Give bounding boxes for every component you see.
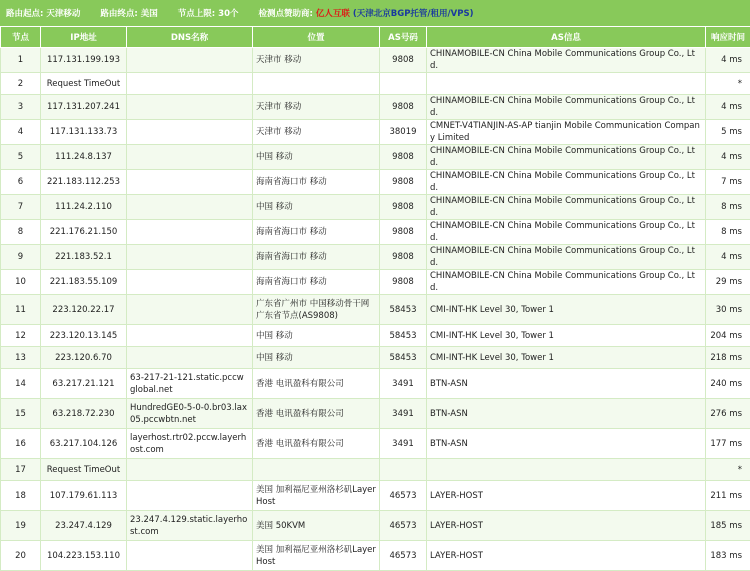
- dns-cell: [127, 481, 253, 511]
- col-header-ip: IP地址: [41, 27, 127, 48]
- hop-cell: 7: [1, 195, 41, 220]
- location-cell: [253, 73, 380, 95]
- trace-info-bar: [0, 0, 750, 26]
- asinfo-cell: CHINAMOBILE-CN China Mobile Communications Group Co., Ltd.: [427, 48, 706, 73]
- hop-cell: 18: [1, 481, 41, 511]
- asn-cell: 9808: [380, 48, 427, 73]
- asinfo-cell: CMI-INT-HK Level 30, Tower 1: [427, 325, 706, 347]
- time-cell: 211 ms: [706, 481, 750, 511]
- time-cell: 8 ms: [706, 220, 750, 245]
- time-cell: *: [706, 73, 750, 95]
- hop-cell: 13: [1, 347, 41, 369]
- ip-cell: 221.183.112.253: [41, 170, 127, 195]
- asinfo-cell: CMI-INT-HK Level 30, Tower 1: [427, 295, 706, 325]
- dns-cell: 63-217-21-121.static.pccwglobal.net: [127, 369, 253, 399]
- ip-cell: 117.131.133.73: [41, 120, 127, 145]
- sponsor-info: 检测点赞助商: 亿人互联 (天津北京BGP托管/租用/VPS): [259, 7, 474, 19]
- table-row: [1, 245, 750, 270]
- table-row: [1, 48, 750, 73]
- hop-cell: 10: [1, 270, 41, 295]
- time-cell: 204 ms: [706, 325, 750, 347]
- dns-cell: [127, 95, 253, 120]
- location-cell: 美国 加利福尼亚州洛杉矶LayerHost: [253, 481, 380, 511]
- ip-cell: 221.176.21.150: [41, 220, 127, 245]
- table-row: [1, 220, 750, 245]
- table-header-row: [1, 27, 750, 48]
- col-header-dns: DNS名称: [127, 27, 253, 48]
- location-cell: [253, 459, 380, 481]
- dns-cell: [127, 270, 253, 295]
- table-row: [1, 270, 750, 295]
- table-row: [1, 459, 750, 481]
- asn-cell: 9808: [380, 195, 427, 220]
- location-cell: 香港 电讯盈科有限公司: [253, 369, 380, 399]
- asn-cell: 9808: [380, 220, 427, 245]
- hop-cell: 14: [1, 369, 41, 399]
- table-row: [1, 120, 750, 145]
- col-header-location: 位置: [253, 27, 380, 48]
- asn-cell: 46573: [380, 541, 427, 571]
- route-destination: 路由终点: 美国: [100, 7, 157, 19]
- time-cell: 7 ms: [706, 170, 750, 195]
- location-cell: 海南省海口市 移动: [253, 170, 380, 195]
- dns-cell: [127, 48, 253, 73]
- hop-cell: 5: [1, 145, 41, 170]
- traceroute-table: [0, 26, 750, 571]
- table-row: [1, 369, 750, 399]
- dns-cell: [127, 295, 253, 325]
- location-cell: 美国 50KVM: [253, 511, 380, 541]
- location-cell: 广东省广州市 中国移动骨干网广东省节点(AS9808): [253, 295, 380, 325]
- dns-cell: [127, 73, 253, 95]
- location-cell: 海南省海口市 移动: [253, 245, 380, 270]
- time-cell: 240 ms: [706, 369, 750, 399]
- time-cell: 276 ms: [706, 399, 750, 429]
- location-cell: 海南省海口市 移动: [253, 270, 380, 295]
- col-header-asinfo: AS信息: [427, 27, 706, 48]
- dns-cell: [127, 541, 253, 571]
- dns-cell: [127, 145, 253, 170]
- hop-cell: 16: [1, 429, 41, 459]
- ip-cell: 111.24.8.137: [41, 145, 127, 170]
- time-cell: 4 ms: [706, 145, 750, 170]
- asn-cell: 46573: [380, 511, 427, 541]
- col-header-time: 响应时间: [706, 27, 750, 48]
- hop-cell: 19: [1, 511, 41, 541]
- asinfo-cell: [427, 73, 706, 95]
- ip-cell: 223.120.6.70: [41, 347, 127, 369]
- hop-cell: 17: [1, 459, 41, 481]
- hop-cell: 20: [1, 541, 41, 571]
- asn-cell: 3491: [380, 429, 427, 459]
- location-cell: 中国 移动: [253, 195, 380, 220]
- time-cell: 185 ms: [706, 511, 750, 541]
- table-row: [1, 73, 750, 95]
- ip-cell: Request TimeOut: [41, 73, 127, 95]
- hop-cell: 6: [1, 170, 41, 195]
- ip-cell: 117.131.207.241: [41, 95, 127, 120]
- ip-cell: 111.24.2.110: [41, 195, 127, 220]
- ip-cell: 104.223.153.110: [41, 541, 127, 571]
- asn-cell: 9808: [380, 170, 427, 195]
- asinfo-cell: BTN-ASN: [427, 399, 706, 429]
- asinfo-cell: LAYER-HOST: [427, 541, 706, 571]
- asinfo-cell: CHINAMOBILE-CN China Mobile Communications Group Co., Ltd.: [427, 170, 706, 195]
- location-cell: 中国 移动: [253, 347, 380, 369]
- time-cell: 4 ms: [706, 95, 750, 120]
- table-row: [1, 95, 750, 120]
- location-cell: 香港 电讯盈科有限公司: [253, 399, 380, 429]
- asinfo-cell: CHINAMOBILE-CN China Mobile Communications Group Co., Ltd.: [427, 145, 706, 170]
- ip-cell: 23.247.4.129: [41, 511, 127, 541]
- ip-cell: 223.120.13.145: [41, 325, 127, 347]
- time-cell: 4 ms: [706, 245, 750, 270]
- asinfo-cell: CHINAMOBILE-CN China Mobile Communications Group Co., Ltd.: [427, 245, 706, 270]
- time-cell: *: [706, 459, 750, 481]
- ip-cell: 221.183.55.109: [41, 270, 127, 295]
- asinfo-cell: CHINAMOBILE-CN China Mobile Communications Group Co., Ltd.: [427, 270, 706, 295]
- location-cell: 中国 移动: [253, 145, 380, 170]
- asinfo-cell: LAYER-HOST: [427, 481, 706, 511]
- col-header-asn: AS号码: [380, 27, 427, 48]
- location-cell: 天津市 移动: [253, 48, 380, 73]
- time-cell: 4 ms: [706, 48, 750, 73]
- table-row: [1, 347, 750, 369]
- asinfo-cell: BTN-ASN: [427, 429, 706, 459]
- table-row: [1, 325, 750, 347]
- ip-cell: 223.120.22.17: [41, 295, 127, 325]
- dns-cell: [127, 170, 253, 195]
- asinfo-cell: CMI-INT-HK Level 30, Tower 1: [427, 347, 706, 369]
- hop-cell: 12: [1, 325, 41, 347]
- location-cell: 中国 移动: [253, 325, 380, 347]
- location-cell: 天津市 移动: [253, 120, 380, 145]
- table-row: [1, 145, 750, 170]
- asinfo-cell: LAYER-HOST: [427, 511, 706, 541]
- ip-cell: 63.217.21.121: [41, 369, 127, 399]
- asn-cell: 9808: [380, 245, 427, 270]
- dns-cell: [127, 195, 253, 220]
- hop-cell: 11: [1, 295, 41, 325]
- time-cell: 177 ms: [706, 429, 750, 459]
- dns-cell: [127, 245, 253, 270]
- table-row: [1, 399, 750, 429]
- asinfo-cell: BTN-ASN: [427, 369, 706, 399]
- asn-cell: 9808: [380, 270, 427, 295]
- dns-cell: [127, 459, 253, 481]
- asn-cell: 58453: [380, 325, 427, 347]
- asn-cell: 9808: [380, 145, 427, 170]
- table-row: [1, 170, 750, 195]
- asn-cell: 46573: [380, 481, 427, 511]
- time-cell: 5 ms: [706, 120, 750, 145]
- hop-cell: 1: [1, 48, 41, 73]
- ip-cell: 63.217.104.126: [41, 429, 127, 459]
- ip-cell: 117.131.199.193: [41, 48, 127, 73]
- time-cell: 8 ms: [706, 195, 750, 220]
- asinfo-cell: CHINAMOBILE-CN China Mobile Communications Group Co., Ltd.: [427, 195, 706, 220]
- location-cell: 美国 加利福尼亚州洛杉矶LayerHost: [253, 541, 380, 571]
- asn-cell: [380, 73, 427, 95]
- table-row: [1, 429, 750, 459]
- asn-cell: 9808: [380, 95, 427, 120]
- hop-cell: 3: [1, 95, 41, 120]
- hop-cell: 9: [1, 245, 41, 270]
- hop-cell: 4: [1, 120, 41, 145]
- dns-cell: [127, 325, 253, 347]
- dns-cell: 23.247.4.129.static.layerhost.com: [127, 511, 253, 541]
- route-origin: 路由起点: 天津移动: [6, 7, 80, 19]
- time-cell: 218 ms: [706, 347, 750, 369]
- hop-cell: 15: [1, 399, 41, 429]
- dns-cell: HundredGE0-5-0-0.br03.lax05.pccwbtn.net: [127, 399, 253, 429]
- table-row: [1, 295, 750, 325]
- asn-cell: 58453: [380, 347, 427, 369]
- hop-cell: 8: [1, 220, 41, 245]
- sponsor-link[interactable]: 亿人互联: [316, 9, 350, 19]
- sponsor-ad-link[interactable]: (天津北京BGP托管/租用/VPS): [353, 9, 474, 19]
- asinfo-cell: CHINAMOBILE-CN China Mobile Communications Group Co., Ltd.: [427, 95, 706, 120]
- asn-cell: [380, 459, 427, 481]
- dns-cell: [127, 220, 253, 245]
- location-cell: 香港 电讯盈科有限公司: [253, 429, 380, 459]
- table-row: [1, 511, 750, 541]
- col-header-hop: 节点: [1, 27, 41, 48]
- table-row: [1, 195, 750, 220]
- hop-limit: 节点上限: 30个: [178, 7, 239, 19]
- location-cell: 海南省海口市 移动: [253, 220, 380, 245]
- location-cell: 天津市 移动: [253, 95, 380, 120]
- time-cell: 183 ms: [706, 541, 750, 571]
- asinfo-cell: CHINAMOBILE-CN China Mobile Communications Group Co., Ltd.: [427, 220, 706, 245]
- time-cell: 29 ms: [706, 270, 750, 295]
- dns-cell: [127, 120, 253, 145]
- table-row: [1, 481, 750, 511]
- ip-cell: 221.183.52.1: [41, 245, 127, 270]
- dns-cell: layerhost.rtr02.pccw.layerhost.com: [127, 429, 253, 459]
- table-row: [1, 541, 750, 571]
- ip-cell: 63.218.72.230: [41, 399, 127, 429]
- dns-cell: [127, 347, 253, 369]
- asn-cell: 3491: [380, 399, 427, 429]
- hop-cell: 2: [1, 73, 41, 95]
- asn-cell: 58453: [380, 295, 427, 325]
- asn-cell: 38019: [380, 120, 427, 145]
- asn-cell: 3491: [380, 369, 427, 399]
- asinfo-cell: [427, 459, 706, 481]
- asinfo-cell: CMNET-V4TIANJIN-AS-AP tianjin Mobile Communication Company Limited: [427, 120, 706, 145]
- ip-cell: 107.179.61.113: [41, 481, 127, 511]
- time-cell: 30 ms: [706, 295, 750, 325]
- ip-cell: Request TimeOut: [41, 459, 127, 481]
